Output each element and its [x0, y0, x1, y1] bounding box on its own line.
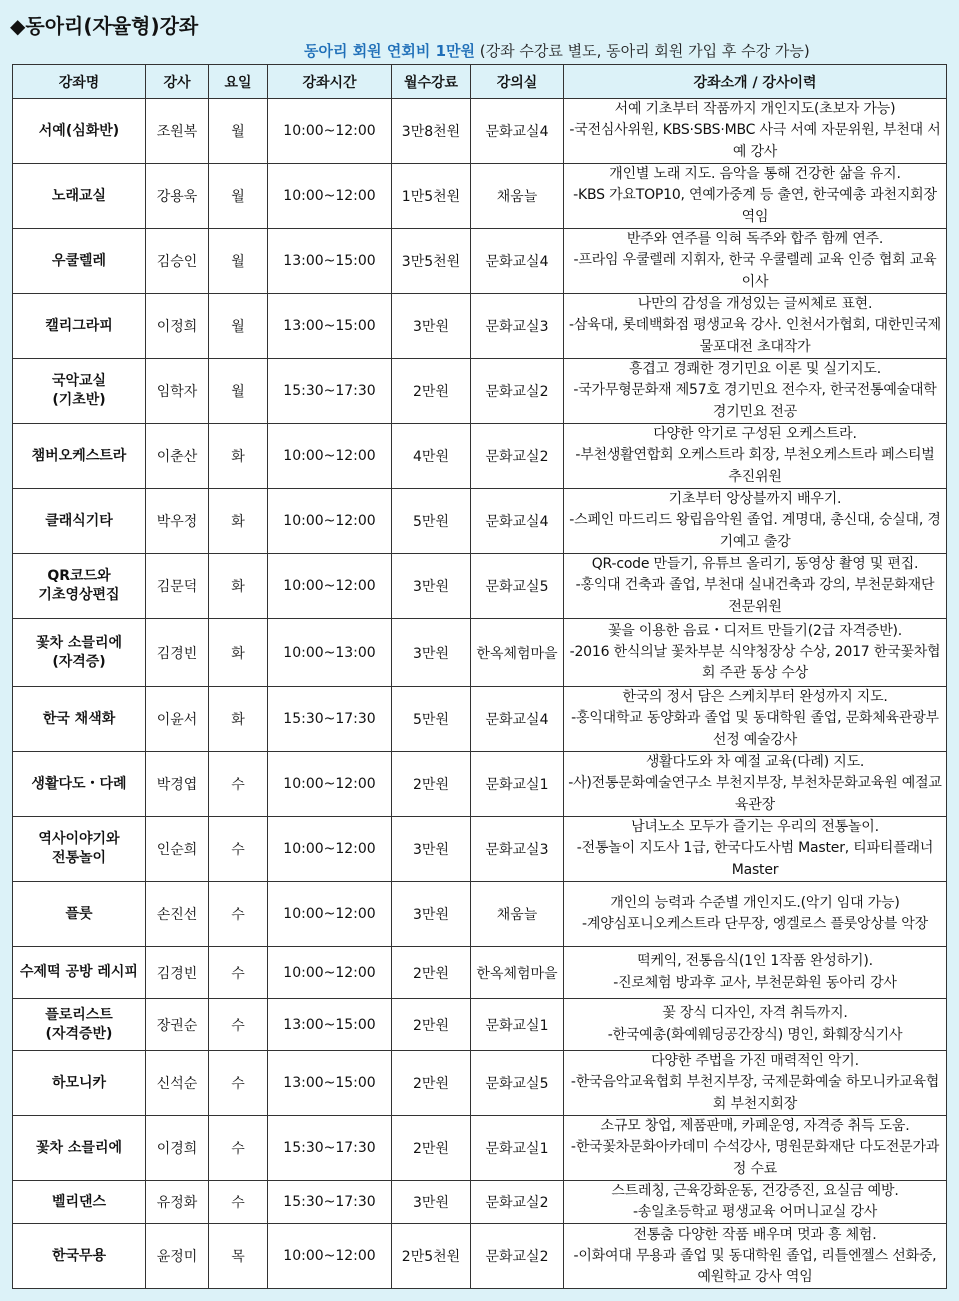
teacher-career: -한국꽃차문화아카데미 수석강사, 명원문화재단 다도전문가과정 수료 — [570, 1139, 940, 1177]
course-time: 13:00~15:00 — [268, 999, 392, 1051]
course-day: 화 — [209, 424, 268, 489]
course-intro: 다양한 주법을 가진 매력적인 악기. — [651, 1053, 859, 1070]
teacher-name: 신석순 — [146, 1051, 209, 1116]
course-intro: 반주와 연주를 익혀 독주와 합주 함께 연주. — [626, 231, 884, 248]
teacher-name: 박우정 — [146, 489, 209, 554]
course-description — [564, 817, 947, 882]
teacher-career: -국가무형문화재 제57호 경기민요 전수자, 한국전통예술대학 경기민요 전공 — [573, 382, 937, 420]
course-intro: 서예 기초부터 작품까지 개인지도(초보자 가능) — [614, 101, 896, 118]
course-intro: 개인의 능력과 수준별 개인지도.(악기 임대 가능) — [610, 894, 900, 911]
course-intro: 기초부터 앙상블까지 배우기. — [668, 491, 842, 508]
monthly-fee: 4만원 — [392, 424, 471, 489]
monthly-fee: 2만5천원 — [392, 1224, 471, 1289]
teacher-career: -홍익대 건축과 졸업, 부천대 실내건축과 강의, 부천문화재단 전문위원 — [575, 577, 935, 615]
course-day: 수 — [209, 947, 268, 999]
course-description — [564, 1051, 947, 1116]
course-day: 월 — [209, 229, 268, 294]
monthly-fee: 2만원 — [392, 752, 471, 817]
teacher-career: -KBS 가요TOP10, 연예가중계 등 출연, 한국예총 과천지회장 역임 — [573, 187, 937, 225]
course-description — [564, 99, 947, 164]
classroom: 문화교실1 — [471, 1116, 564, 1181]
course-name: 생활다도・다례 — [13, 752, 146, 817]
course-name: 플룻 — [13, 882, 146, 947]
course-intro: QR-code 만들기, 유튜브 올리기, 동영상 촬영 및 편집. — [591, 556, 919, 573]
classroom: 문화교실2 — [471, 1181, 564, 1224]
course-intro: 남녀노소 모두가 즐기는 우리의 전통놀이. — [631, 819, 879, 836]
course-intro: 흥겹고 경쾌한 경기민요 이론 및 실기지도. — [628, 361, 881, 378]
membership-fee: 동아리 회원 연회비 1만원 — [304, 42, 476, 60]
course-time: 15:30~17:30 — [268, 1116, 392, 1181]
course-description — [564, 359, 947, 424]
table-row — [13, 817, 947, 882]
table-row — [13, 424, 947, 489]
course-description — [564, 554, 947, 619]
teacher-career: -스페인 마드리드 왕립음악원 졸업. 계명대, 총신대, 숭실대, 경기예고 출강 — [569, 512, 941, 550]
column-header-description: 강좌소개 / 강사이력 — [564, 65, 947, 99]
course-description — [564, 294, 947, 359]
course-day: 수 — [209, 999, 268, 1051]
table-row — [13, 554, 947, 619]
classroom: 문화교실2 — [471, 424, 564, 489]
course-intro: 개인별 노래 지도. 음악을 통해 건강한 삶을 유지. — [609, 166, 901, 183]
table-row — [13, 294, 947, 359]
course-day: 수 — [209, 882, 268, 947]
monthly-fee: 3만원 — [392, 554, 471, 619]
course-time: 10:00~13:00 — [268, 619, 392, 687]
teacher-name: 강용욱 — [146, 164, 209, 229]
course-time: 15:30~17:30 — [268, 359, 392, 424]
course-name: 벨리댄스 — [13, 1181, 146, 1224]
monthly-fee: 5만원 — [392, 489, 471, 554]
course-description — [564, 687, 947, 752]
table-row — [13, 359, 947, 424]
course-time: 13:00~15:00 — [268, 229, 392, 294]
monthly-fee: 2만원 — [392, 1116, 471, 1181]
monthly-fee: 3만원 — [392, 817, 471, 882]
course-description — [564, 999, 947, 1051]
course-intro: 전통춤 다양한 작품 배우며 멋과 흥 체험. — [633, 1226, 877, 1243]
teacher-name: 인순희 — [146, 817, 209, 882]
table-row — [13, 687, 947, 752]
course-name: QR코드와 기초영상편집 — [13, 554, 146, 619]
classroom: 문화교실3 — [471, 294, 564, 359]
course-day: 수 — [209, 752, 268, 817]
page-title: ◆동아리(자율형)강좌 — [10, 14, 199, 38]
course-description — [564, 424, 947, 489]
course-time: 10:00~12:00 — [268, 882, 392, 947]
course-intro: 꽃을 이용한 음료・디저트 만들기(2급 자격증반). — [607, 622, 903, 639]
course-name: 캘리그라피 — [13, 294, 146, 359]
course-name: 노래교실 — [13, 164, 146, 229]
monthly-fee: 3만원 — [392, 882, 471, 947]
teacher-career: -사)전통문화예술연구소 부천지부장, 부천차문화교육원 예절교육관장 — [568, 775, 942, 813]
course-description — [564, 882, 947, 947]
column-header-time: 강좌시간 — [268, 65, 392, 99]
teacher-name: 이경희 — [146, 1116, 209, 1181]
column-header-fee: 월수강료 — [392, 65, 471, 99]
course-day: 화 — [209, 687, 268, 752]
classroom: 문화교실4 — [471, 99, 564, 164]
teacher-career: -한국예총(화예웨딩공간장식) 명인, 화훼장식기사 — [607, 1026, 903, 1043]
classroom: 문화교실1 — [471, 999, 564, 1051]
classroom: 문화교실5 — [471, 1051, 564, 1116]
column-header-room: 강의실 — [471, 65, 564, 99]
table-row — [13, 229, 947, 294]
monthly-fee: 3만원 — [392, 619, 471, 687]
course-name: 한국무용 — [13, 1224, 146, 1289]
course-day: 월 — [209, 99, 268, 164]
course-name: 국악교실 (기초반) — [13, 359, 146, 424]
teacher-name: 조원복 — [146, 99, 209, 164]
table-row — [13, 164, 947, 229]
table-row — [13, 1181, 947, 1224]
course-time: 10:00~12:00 — [268, 752, 392, 817]
classroom: 문화교실4 — [471, 489, 564, 554]
course-name: 역사이야기와 전통놀이 — [13, 817, 146, 882]
monthly-fee: 2만원 — [392, 1051, 471, 1116]
teacher-name: 김승인 — [146, 229, 209, 294]
course-description — [564, 164, 947, 229]
course-time: 10:00~12:00 — [268, 817, 392, 882]
table-row — [13, 619, 947, 687]
course-intro: 한국의 정서 담은 스케치부터 완성까지 지도. — [622, 689, 888, 706]
teacher-career: -한국음악교육협회 부천지부장, 국제문화예술 하모니카교육협회 부천지회장 — [570, 1074, 940, 1112]
teacher-career: -이화여대 무용과 졸업 및 동대학원 졸업, 리틀엔젤스 선화중, 예원학교 강사 역임 — [573, 1247, 937, 1285]
teacher-name: 김문덕 — [146, 554, 209, 619]
teacher-career: -2016 한식의날 꽃차부분 식약청장상 수상, 2017 한국꽃차협회 주관 동상 수상 — [569, 643, 941, 682]
monthly-fee: 3만5천원 — [392, 229, 471, 294]
teacher-career: -국전심사위원, KBS·SBS·MBC 사극 서예 자문위원, 부천대 서예 강사 — [569, 122, 941, 160]
course-time: 10:00~12:00 — [268, 424, 392, 489]
teacher-career: -삼육대, 롯데백화점 평생교육 강사. 인천서가협회, 대한민국제물포대전 초대작가 — [569, 317, 941, 355]
course-name: 꽃차 소믈리에 (자격증) — [13, 619, 146, 687]
course-name: 우쿨렐레 — [13, 229, 146, 294]
course-name: 수제떡 공방 레시피 — [13, 947, 146, 999]
course-description — [564, 619, 947, 687]
table-row — [13, 1224, 947, 1289]
monthly-fee: 5만원 — [392, 687, 471, 752]
teacher-career: -프라임 우쿨렐레 지휘자, 한국 우쿨렐레 교육 인증 협회 교육 이사 — [573, 252, 937, 290]
teacher-career: -진로체험 방과후 교사, 부천문화원 동아리 강사 — [613, 974, 897, 991]
course-name: 한국 채색화 — [13, 687, 146, 752]
course-name: 서예(심화반) — [13, 99, 146, 164]
course-day: 수 — [209, 1181, 268, 1224]
monthly-fee: 3만원 — [392, 1181, 471, 1224]
classroom: 채움늘 — [471, 882, 564, 947]
course-time: 10:00~12:00 — [268, 99, 392, 164]
course-intro: 나만의 감성을 개성있는 글씨체로 표현. — [637, 296, 873, 313]
course-day: 목 — [209, 1224, 268, 1289]
course-time: 15:30~17:30 — [268, 1181, 392, 1224]
teacher-career: -홍익대학교 동양화과 졸업 및 동대학원 졸업, 문화체육관광부 선정 예술강사 — [571, 710, 939, 748]
course-description — [564, 229, 947, 294]
table-row — [13, 999, 947, 1051]
column-header-teacher: 강사 — [146, 65, 209, 99]
course-day: 화 — [209, 554, 268, 619]
teacher-name: 윤정미 — [146, 1224, 209, 1289]
course-intro: 소규모 창업, 제품판매, 카페운영, 자격증 취득 도움. — [600, 1118, 910, 1135]
classroom: 문화교실3 — [471, 817, 564, 882]
monthly-fee: 2만원 — [392, 999, 471, 1051]
course-time: 10:00~12:00 — [268, 1224, 392, 1289]
course-time: 10:00~12:00 — [268, 947, 392, 999]
teacher-name: 이정희 — [146, 294, 209, 359]
teacher-name: 이춘산 — [146, 424, 209, 489]
teacher-career: -전통놀이 지도사 1급, 한국다도사범 Master, 티파티플래너 Master — [576, 840, 934, 878]
course-name: 플로리스트 (자격증반) — [13, 999, 146, 1051]
monthly-fee: 2만원 — [392, 359, 471, 424]
table-row — [13, 947, 947, 999]
teacher-name: 박경엽 — [146, 752, 209, 817]
teacher-name: 이윤서 — [146, 687, 209, 752]
course-description — [564, 1116, 947, 1181]
course-day: 수 — [209, 1051, 268, 1116]
classroom: 문화교실5 — [471, 554, 564, 619]
teacher-name: 유정화 — [146, 1181, 209, 1224]
course-time: 10:00~12:00 — [268, 554, 392, 619]
course-description — [564, 489, 947, 554]
classroom: 문화교실4 — [471, 229, 564, 294]
course-day: 화 — [209, 489, 268, 554]
classroom: 문화교실2 — [471, 1224, 564, 1289]
course-time: 15:30~17:30 — [268, 687, 392, 752]
course-time: 10:00~12:00 — [268, 164, 392, 229]
monthly-fee: 1만5천원 — [392, 164, 471, 229]
monthly-fee: 3만원 — [392, 294, 471, 359]
course-intro: 생활다도와 차 예절 교육(다례) 지도. — [645, 754, 865, 771]
course-time: 13:00~15:00 — [268, 294, 392, 359]
table-row — [13, 489, 947, 554]
course-description — [564, 1224, 947, 1289]
classroom: 한옥체험마을 — [471, 619, 564, 687]
monthly-fee: 2만원 — [392, 947, 471, 999]
table-row — [13, 1051, 947, 1116]
column-header-day: 요일 — [209, 65, 268, 99]
table-row — [13, 752, 947, 817]
classroom: 한옥체험마을 — [471, 947, 564, 999]
course-description — [564, 947, 947, 999]
membership-note: (강좌 수강료 별도, 동아리 회원 가입 후 수강 가능) — [475, 42, 810, 60]
course-day: 월 — [209, 294, 268, 359]
classroom: 문화교실4 — [471, 687, 564, 752]
teacher-name: 손진선 — [146, 882, 209, 947]
table-header-row — [13, 65, 947, 99]
course-name: 하모니카 — [13, 1051, 146, 1116]
course-time: 13:00~15:00 — [268, 1051, 392, 1116]
teacher-name: 김경빈 — [146, 947, 209, 999]
course-name: 챔버오케스트라 — [13, 424, 146, 489]
membership-info — [304, 40, 810, 61]
teacher-career: -송일초등학교 평생교육 어머니교실 강사 — [632, 1204, 878, 1221]
teacher-name: 김경빈 — [146, 619, 209, 687]
teacher-career: -부천생활연합회 오케스트라 회장, 부천오케스트라 페스티벌 추진위원 — [575, 447, 935, 485]
course-name: 꽃차 소믈리에 — [13, 1116, 146, 1181]
classroom: 채움늘 — [471, 164, 564, 229]
classroom: 문화교실1 — [471, 752, 564, 817]
course-intro: 꽃 장식 디자인, 자격 취득까지. — [662, 1005, 848, 1022]
column-header-course: 강좌명 — [13, 65, 146, 99]
course-intro: 스트레칭, 근육강화운동, 건강증진, 요실금 예방. — [611, 1183, 899, 1199]
teacher-career: -계양심포니오케스트라 단무장, 엥겔로스 플룻앙상블 악장 — [582, 916, 928, 932]
course-day: 월 — [209, 164, 268, 229]
course-day: 수 — [209, 1116, 268, 1181]
course-description — [564, 752, 947, 817]
course-time: 10:00~12:00 — [268, 489, 392, 554]
course-name: 클래식기타 — [13, 489, 146, 554]
table-row — [13, 1116, 947, 1181]
teacher-name: 임학자 — [146, 359, 209, 424]
table-row — [13, 882, 947, 947]
monthly-fee: 3만8천원 — [392, 99, 471, 164]
course-day: 월 — [209, 359, 268, 424]
course-table — [12, 64, 947, 1289]
course-day: 화 — [209, 619, 268, 687]
table-row — [13, 99, 947, 164]
course-intro: 다양한 악기로 구성된 오케스트라. — [653, 426, 857, 443]
classroom: 문화교실2 — [471, 359, 564, 424]
course-day: 수 — [209, 817, 268, 882]
course-description — [564, 1181, 947, 1224]
teacher-name: 장권순 — [146, 999, 209, 1051]
course-intro: 떡케익, 전통음식(1인 1작품 완성하기). — [637, 953, 873, 970]
